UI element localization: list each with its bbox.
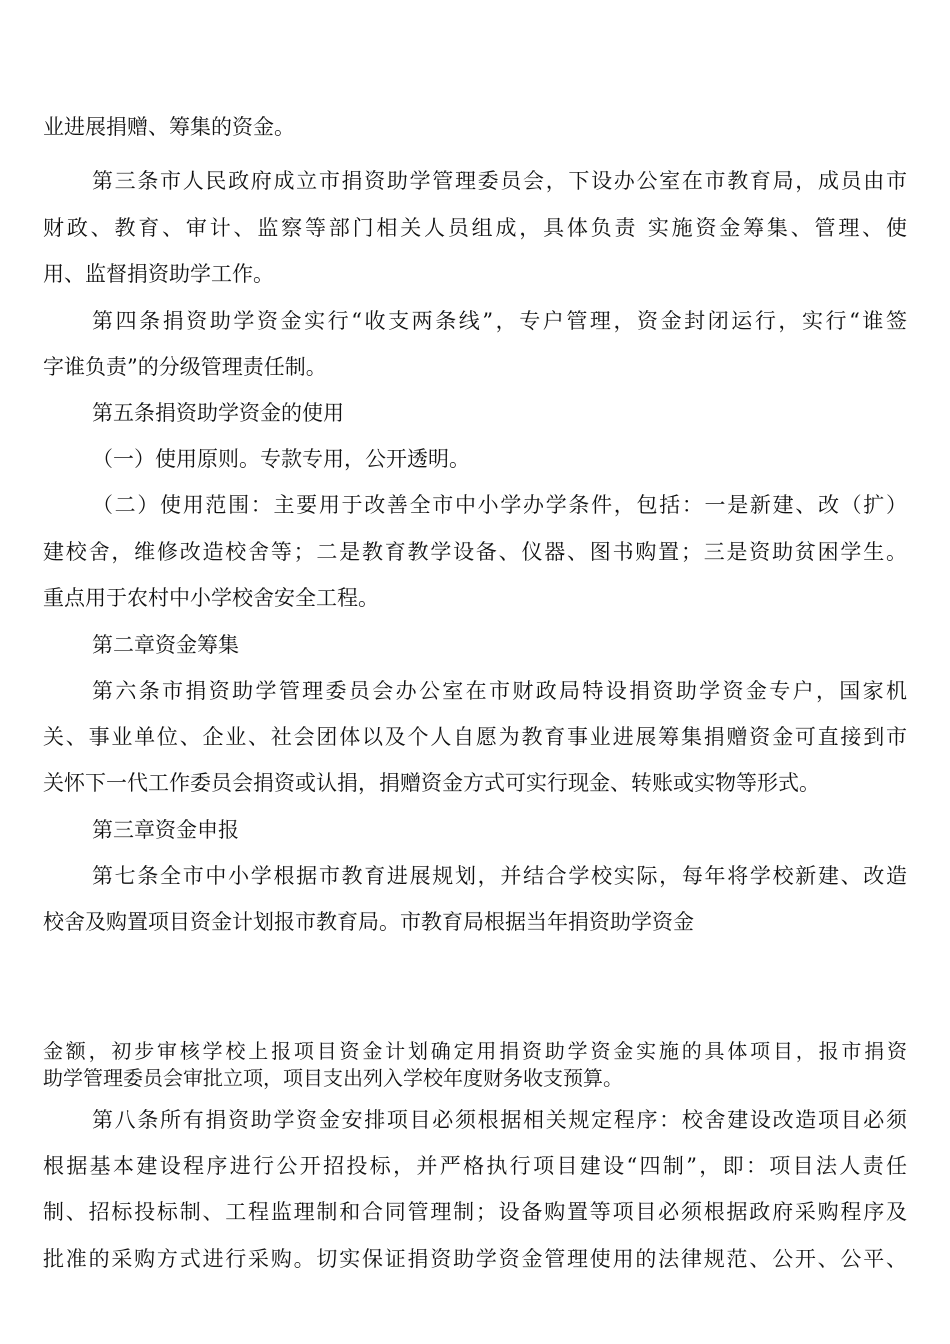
paragraph-line: 业进展捐赠、筹集的资金。 — [43, 115, 295, 139]
continued-line-1: 金额，初步审核学校上报项目资金计划确定用捐资助学资金实施的具体项目，报市捐资 — [43, 1039, 907, 1063]
article-6-line-3: 关怀下一代工作委员会捐资或认捐，捐赠资金方式可实行现金、转账或实物等形式。 — [43, 771, 820, 795]
article-5-heading: 第五条捐资助学资金的使用 — [92, 401, 344, 425]
article-6-line-1: 第六条市捐资助学管理委员会办公室在市财政局特设捐资助学资金专户，国家机 — [92, 679, 907, 703]
article-6-line-2: 关、事业单位、企业、社会团体以及个人自愿为教育事业进展筹集捐赠资金可直接到市 — [43, 725, 907, 749]
article-7-line-1: 第七条全市中小学根据市教育进展规划，并结合学校实际，每年将学校新建、改造 — [92, 864, 907, 888]
continued-line-2: 助学管理委员会审批立项，项目支出列入学校年度财务收支预算。 — [43, 1066, 623, 1090]
usage-principle: （一）使用原则。专款专用，公开透明。 — [92, 447, 470, 471]
article-4-line-1: 第四条捐资助学资金实行“收支两条线”，专户管理，资金封闭运行，实行“谁签 — [92, 309, 907, 333]
usage-scope-line-3: 重点用于农村中小学校舍安全工程。 — [43, 586, 379, 610]
article-7-line-2: 校舍及购置项目资金计划报市教育局。市教育局根据当年捐资助学资金 — [43, 910, 694, 934]
article-8-line-4: 批准的采购方式进行采购。切实保证捐资助学资金管理使用的法律规范、公开、公平、 — [43, 1247, 907, 1271]
chapter-2-heading: 第二章资金筹集 — [92, 633, 239, 657]
article-3-line-3: 用、监督捐资助学工作。 — [43, 262, 274, 286]
usage-scope-line-2: 建校舍，维修改造校舍等；二是教育教学设备、仪器、图书购置；三是资助贫困学生。 — [43, 540, 907, 564]
chapter-3-heading: 第三章资金申报 — [92, 818, 239, 842]
article-8-line-2: 根据基本建设程序进行公开招投标，并严格执行项目建设“四制”，即：项目法人责任 — [43, 1154, 907, 1178]
article-8-line-1: 第八条所有捐资助学资金安排项目必须根据相关规定程序：校舍建设改造项目必须 — [92, 1108, 907, 1132]
article-3-line-1: 第三条市人民政府成立市捐资助学管理委员会，下设办公室在市教育局，成员由市 — [92, 169, 907, 193]
article-8-line-3: 制、招标投标制、工程监理制和合同管理制；设备购置等项目必须根据政府采购程序及 — [43, 1200, 907, 1224]
article-4-line-2: 字谁负责”的分级管理责任制。 — [43, 355, 327, 379]
usage-scope-line-1: （二）使用范围：主要用于改善全市中小学办学条件，包括：一是新建、改（扩） — [92, 493, 907, 517]
article-3-line-2: 财政、教育、审计、监察等部门相关人员组成，具体负责 实施资金筹集、管理、使 — [43, 216, 907, 240]
